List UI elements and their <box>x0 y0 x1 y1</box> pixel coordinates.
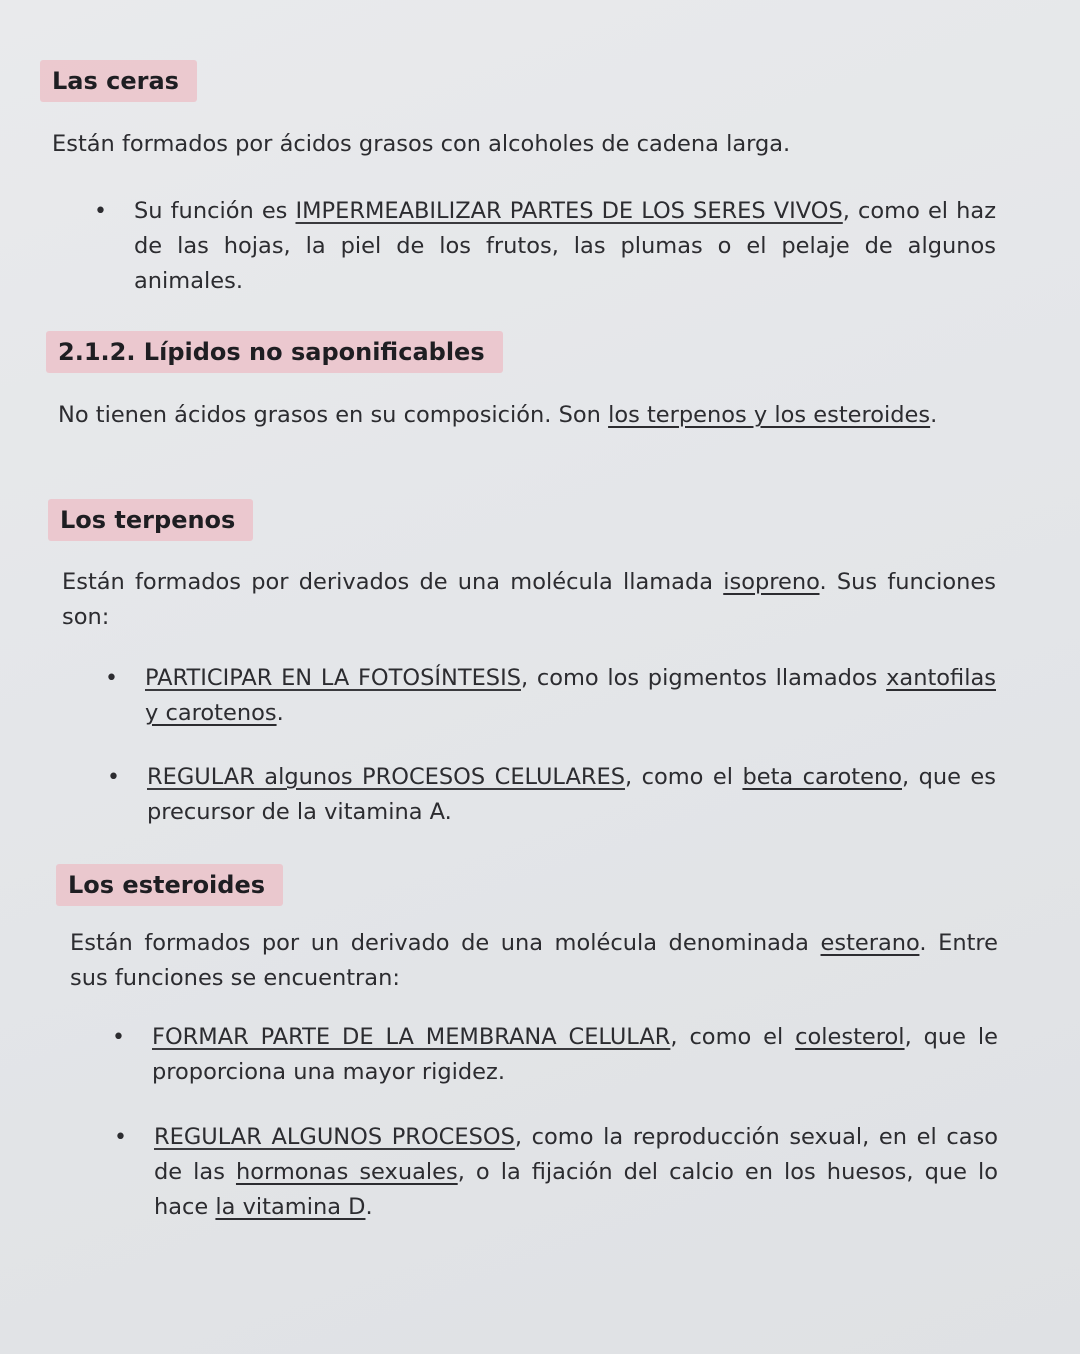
text: Están formados por derivados de una molécula llamada <box>62 569 724 595</box>
text: , como los pigmentos llamados <box>521 665 887 691</box>
heading-lipidos-no-saponificables: 2.1.2. Lípidos no saponificables <box>46 331 503 373</box>
bullet-icon: • <box>94 199 107 224</box>
ceras-bullet <box>94 194 996 299</box>
bullet-icon: • <box>112 1025 125 1050</box>
esteroides-intro <box>70 926 998 996</box>
text: . Sus funciones son: <box>62 569 996 630</box>
heading-los-terpenos: Los terpenos <box>48 499 253 541</box>
text: No tienen ácidos grasos en su composición. Son <box>58 402 609 428</box>
underlined-text: colesterol <box>795 1024 905 1050</box>
text: . <box>365 1194 373 1220</box>
text: , como el <box>625 764 743 790</box>
terpenos-intro <box>62 565 996 635</box>
bullet-icon: • <box>114 1125 127 1150</box>
text: , que le proporciona una mayor rigidez. <box>152 1024 998 1085</box>
no-saponificables-text <box>58 398 996 433</box>
ceras-intro: Están formados por ácidos grasos con alcoholes de cadena larga. <box>52 131 791 157</box>
heading-los-esteroides: Los esteroides <box>56 864 283 906</box>
text: , como el <box>670 1024 796 1050</box>
emphasis-text: REGULAR ALGUNOS PROCESOS <box>154 1124 515 1150</box>
underlined-text: xantofilas y carotenos <box>145 665 996 726</box>
text: . <box>930 402 938 428</box>
heading-las-ceras: Las ceras <box>40 60 197 102</box>
underlined-text: hormonas sexuales <box>235 1159 458 1185</box>
emphasis-text: IMPERMEABILIZAR PARTES DE LOS SERES VIVOS <box>295 198 843 224</box>
underlined-text: esterano <box>820 930 920 956</box>
esteroides-bullet-1 <box>112 1020 998 1090</box>
text: , que es precursor de la vitamina A. <box>147 764 996 825</box>
text: . Entre sus funciones se encuentran: <box>70 930 999 991</box>
text: . <box>276 700 284 726</box>
underlined-text: la vitamina D <box>215 1194 366 1220</box>
bullet-icon: • <box>105 666 118 691</box>
terpenos-bullet-2 <box>107 760 996 830</box>
bullet-icon: • <box>107 765 120 790</box>
esteroides-bullet-2 <box>114 1120 999 1225</box>
underlined-text: beta caroteno <box>742 764 902 790</box>
underlined-text: los terpenos y los esteroides <box>608 402 931 428</box>
underlined-text: isopreno <box>723 569 820 595</box>
emphasis-text: PARTICIPAR EN LA FOTOSÍNTESIS <box>145 665 521 691</box>
text: , como el haz de las hojas, la piel de los frutos, las plumas o el pelaje de algunos animales. <box>134 198 996 294</box>
emphasis-text: FORMAR PARTE DE LA MEMBRANA CELULAR <box>152 1024 671 1050</box>
emphasis-text: REGULAR algunos PROCESOS CELULARES <box>147 764 626 790</box>
terpenos-bullet-1 <box>105 661 996 731</box>
text: , o la fijación del calcio en los huesos, que lo hace <box>154 1159 999 1220</box>
text: Su función es <box>134 198 296 224</box>
text: Están formados por un derivado de una molécula denominada <box>70 930 821 956</box>
text: , como la reproducción sexual, en el caso de las <box>154 1124 998 1185</box>
